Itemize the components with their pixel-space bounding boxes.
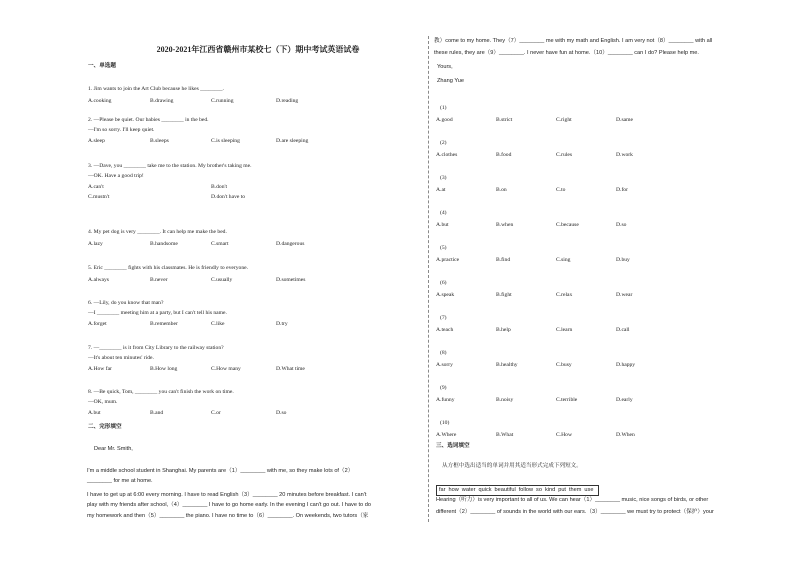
- letter-line: 教）come to my home. They（7）________ me with my math and English. I am very not（8）________ with all: [434, 38, 713, 44]
- cloze-number: (6): [440, 280, 447, 286]
- letter-line: play with my friends after school,（4）________ I have to go home early. In the evening I can't go out. I have to do: [87, 502, 371, 508]
- cloze-option: D.so: [616, 222, 627, 228]
- cloze-option: C.busy: [556, 362, 572, 368]
- cloze-option: D.When: [616, 432, 635, 438]
- letter-line: I have to get up at 6:00 every morning. I have to read English（3）________ 20 minutes before breakfast. I can't: [87, 492, 367, 498]
- cloze-number: (10): [440, 420, 450, 426]
- answer-option: D.reading: [276, 97, 299, 104]
- cloze-option: C.sing: [556, 257, 571, 263]
- letter-line: my homework and then（5）________ the piano. I have no time to（6）________. On weekends, two tutors（家: [87, 513, 369, 519]
- cloze-option: A.at: [436, 187, 446, 193]
- cloze-option: A.Where: [436, 432, 457, 438]
- answer-option: A.can't: [88, 184, 104, 190]
- word-box-word: far: [439, 487, 446, 493]
- cloze-option: D.for: [616, 187, 628, 193]
- cloze-option: B.What: [496, 432, 514, 438]
- cloze-option: B.on: [496, 187, 507, 193]
- word-box-word: water: [461, 487, 476, 493]
- letter-line: these rules, they are（9）________. I never have fun at home.（10）________ can I do? Please help me.: [434, 50, 699, 56]
- word-box-word: quick: [478, 487, 492, 493]
- answer-option: B.handsome: [150, 240, 178, 247]
- cloze-number: (4): [440, 210, 447, 216]
- question-stem: 1. Jim wants to join the Art Club because he likes ________.: [88, 86, 224, 92]
- question-stem: —I ________ meeting him at a party, but I can't tell his name.: [88, 309, 227, 316]
- word-box: [436, 485, 599, 496]
- answer-option: C.mustn't: [88, 194, 110, 200]
- answer-option: B.drawing: [150, 97, 174, 104]
- answer-option: B.How long: [150, 366, 178, 372]
- answer-option: D.sometimes: [276, 276, 306, 283]
- section-single-choice: 一、单选题: [88, 63, 116, 69]
- cloze-number: (2): [440, 140, 447, 146]
- question-stem: 4. My pet dog is very ________. It can help me make the bed.: [88, 229, 227, 235]
- cloze-option: B.when: [496, 222, 514, 228]
- cloze-number: (8): [440, 350, 447, 356]
- cloze-option: C.terrible: [556, 397, 578, 403]
- cloze-option: C.relax: [556, 292, 573, 298]
- cloze-option: B.find: [496, 257, 511, 263]
- word-box-word: beautiful: [494, 487, 516, 493]
- cloze-number: (3): [440, 175, 447, 181]
- cloze-number: (7): [440, 315, 447, 321]
- answer-option: C.usually: [211, 276, 233, 283]
- answer-option: A.lazy: [88, 240, 103, 247]
- cloze-option: A.but: [436, 222, 449, 228]
- cloze-option: B.healthy: [496, 362, 518, 368]
- cloze-option: D.call: [616, 327, 630, 333]
- passage-line: Hearing（听力）is very important to all of us. We can hear（1）________ music, nice songs of birds, or other: [436, 497, 709, 503]
- question-stem: 3. —Dave, you ________ take me to the station. My brother's taking me.: [88, 163, 252, 169]
- cloze-option: A.practice: [436, 257, 460, 263]
- cloze-option: D.work: [616, 152, 633, 158]
- cloze-option: C.right: [556, 117, 572, 123]
- cloze-option: C.because: [556, 222, 579, 228]
- answer-option: D.don't have to: [211, 194, 246, 200]
- word-box-word: put: [558, 487, 566, 493]
- cloze-option: B.strict: [496, 117, 513, 123]
- answer-option: D.What time: [276, 366, 305, 372]
- cloze-number: (9): [440, 385, 447, 391]
- cloze-option: D.buy: [616, 257, 630, 263]
- letter-line: ________ for me at home.: [87, 478, 153, 484]
- cloze-option: C.rules: [556, 152, 573, 158]
- word-box-word: kind: [544, 487, 556, 493]
- cloze-option: A.funny: [436, 397, 455, 403]
- cloze-option: D.same: [616, 117, 633, 123]
- cloze-option: B.food: [496, 152, 512, 158]
- answer-option: D.so: [276, 410, 287, 416]
- answer-option: B.and: [150, 410, 164, 416]
- question-stem: 7. —________ is it from City Library to the railway station?: [88, 345, 224, 351]
- answer-option: D.try: [276, 321, 288, 327]
- cloze-option: B.help: [496, 327, 511, 333]
- question-stem: —I'm so sorry. I'll keep quiet.: [88, 126, 155, 133]
- cloze-option: C.learn: [556, 327, 573, 333]
- answer-option: A.forget: [88, 321, 107, 327]
- answer-option: D.are sleeping: [276, 138, 309, 144]
- answer-option: D.dangerous: [276, 240, 305, 247]
- answer-option: C.running: [211, 97, 234, 104]
- answer-option: C.or: [211, 410, 221, 416]
- answer-option: A.but: [88, 410, 101, 416]
- cloze-number: (5): [440, 245, 447, 251]
- cloze-option: D.wear: [616, 292, 633, 298]
- letter-line: I'm a middle school student in Shanghai. My parents are（1）________ with me, so they make lots of（2）: [87, 468, 354, 474]
- section-instruction: 从方框中选出适当的单词并用其适当形式完成下列短文。: [442, 463, 582, 469]
- cloze-option: B.noisy: [496, 397, 514, 403]
- cloze-option: C.How: [556, 432, 573, 438]
- word-box-word: so: [536, 487, 542, 493]
- answer-option: A.always: [88, 276, 109, 283]
- answer-option: B.sleeps: [150, 138, 169, 144]
- answer-option: A.sleep: [88, 138, 105, 144]
- cloze-option: D.early: [616, 397, 633, 403]
- word-box-word: follow: [518, 487, 534, 493]
- question-stem: 8. —Be quick, Tom, ________ you can't finish the work on time.: [88, 389, 234, 395]
- answer-option: B.remember: [150, 321, 178, 327]
- question-stem: —OK. Have a good trip!: [88, 172, 144, 179]
- question-stem: —OK, mum.: [88, 398, 118, 405]
- answer-option: C.is sleeping: [211, 138, 240, 144]
- answer-option: A.How far: [88, 366, 112, 372]
- word-box-word: them: [568, 487, 582, 493]
- cloze-option: C.to: [556, 187, 566, 193]
- answer-option: C.smart: [211, 240, 229, 247]
- answer-option: B.don't: [211, 184, 228, 190]
- letter-closing: Yours,: [437, 64, 453, 70]
- question-stem: 5. Eric ________ fights with his classmates. He is friendly to everyone.: [88, 265, 249, 271]
- cloze-option: B.fight: [496, 292, 512, 298]
- letter-signature: Zhang Yue: [437, 78, 464, 84]
- cloze-option: A.teach: [436, 327, 454, 333]
- answer-option: A.cooking: [88, 97, 112, 104]
- answer-option: B.never: [150, 276, 168, 283]
- cloze-option: A.good: [436, 117, 453, 123]
- cloze-option: A.sorry: [436, 362, 453, 368]
- cloze-number: (1): [440, 105, 447, 111]
- exam-title: 2020-2021年江西省赣州市某校七（下）期中考试英语试卷: [156, 45, 360, 54]
- section-cloze: 二、完形填空: [88, 424, 122, 430]
- answer-option: C.How many: [211, 366, 241, 372]
- question-stem: 2. —Please be quiet. Our babies ________ in the bed.: [88, 117, 209, 123]
- word-box-word: use: [584, 487, 594, 493]
- answer-option: C.like: [211, 321, 225, 327]
- question-stem: 6. —Lily, do you know that man?: [88, 300, 164, 306]
- cloze-option: D.happy: [616, 362, 636, 368]
- question-stem: —It's about ten minutes' ride.: [88, 354, 154, 361]
- column-divider: [428, 36, 429, 522]
- cloze-option: A.clothes: [436, 152, 458, 158]
- passage-line: different（2）________ of sounds in the world with our ears.（3）________ we must try to protect（保护）your: [436, 509, 714, 515]
- word-box-word: how: [448, 487, 459, 493]
- letter-greeting: Dear Mr. Smith,: [94, 446, 133, 452]
- section-word-fill: 三、选词填空: [436, 443, 470, 449]
- cloze-option: A.speak: [436, 292, 455, 298]
